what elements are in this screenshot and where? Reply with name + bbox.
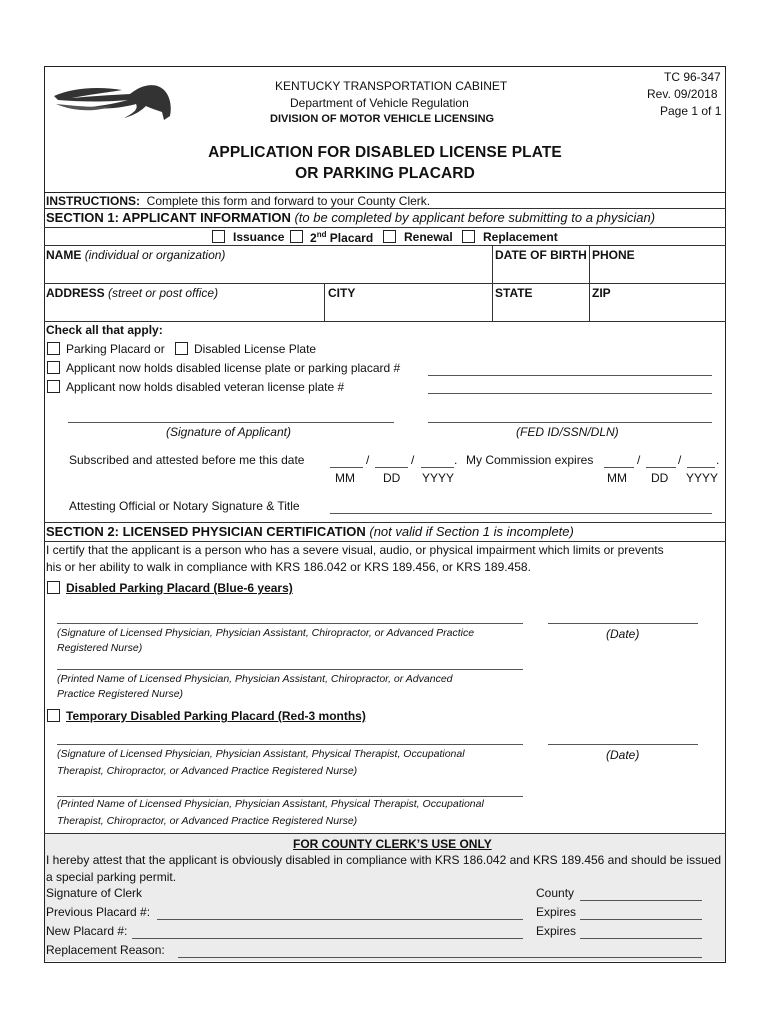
expires-label: Expires xyxy=(536,905,577,919)
disabled-plate-label: Disabled License Plate xyxy=(194,342,317,356)
holds-plate-checkbox[interactable] xyxy=(47,361,60,374)
date-slash: / xyxy=(678,453,682,467)
commission-yyyy-field[interactable] xyxy=(687,467,715,468)
divider xyxy=(44,227,726,228)
temp-physician-signature-field[interactable] xyxy=(57,744,523,745)
subscribed-label: Subscribed and attested before me this date xyxy=(69,453,305,467)
subscribed-dd-field[interactable] xyxy=(375,467,408,468)
issuance-label: Issuance xyxy=(233,230,285,244)
temp-physician-printed-name-field[interactable] xyxy=(57,796,523,797)
county-label: County xyxy=(536,886,575,900)
divider xyxy=(44,208,726,209)
zip-label: ZIP xyxy=(592,286,611,300)
physician-signature-caption-line2: Registered Nurse) xyxy=(57,642,143,654)
page-title-line2: OR PARKING PLACARD xyxy=(295,165,475,182)
physician-date-field[interactable] xyxy=(548,623,698,624)
divider xyxy=(44,321,726,322)
city-label: CITY xyxy=(328,286,356,300)
veteran-plate-number-field[interactable] xyxy=(428,393,712,394)
commission-dd-field[interactable] xyxy=(646,467,676,468)
issuance-checkbox[interactable] xyxy=(212,230,225,243)
department-name: Department of Vehicle Regulation xyxy=(290,96,469,110)
date-caption: (Date) xyxy=(606,748,640,762)
holds-veteran-checkbox[interactable] xyxy=(47,380,60,393)
new-placard-label: New Placard #: xyxy=(46,924,128,938)
yyyy-caption: YYYY xyxy=(422,471,455,485)
applicant-signature-field[interactable] xyxy=(68,422,394,423)
second-placard-checkbox[interactable] xyxy=(290,230,303,243)
replacement-reason-field[interactable] xyxy=(178,957,702,958)
agency-name: KENTUCKY TRANSPORTATION CABINET xyxy=(275,79,508,93)
fed-id-caption: (FED ID/SSN/DLN) xyxy=(516,425,619,439)
date-slash: / xyxy=(411,453,415,467)
subscribed-mm-field[interactable] xyxy=(330,467,363,468)
name-label: NAME (individual or organization) xyxy=(46,248,226,262)
page-title-line1: APPLICATION FOR DISABLED LICENSE PLATE xyxy=(208,144,562,161)
physician-signature-caption-line1: (Signature of Licensed Physician, Physician Assistant, Chiropractor, or Advanced Practice xyxy=(57,627,475,639)
clerk-section-title: FOR COUNTY CLERK’S USE ONLY xyxy=(293,837,492,851)
holds-veteran-label: Applicant now holds disabled veteran license plate # xyxy=(66,380,345,394)
divider xyxy=(44,522,726,523)
replacement-reason-label: Replacement Reason: xyxy=(46,943,165,957)
physician-printed-caption-line2: Practice Registered Nurse) xyxy=(57,688,184,700)
date-dot: . xyxy=(454,453,458,467)
previous-expires-field[interactable] xyxy=(580,919,702,920)
new-expires-field[interactable] xyxy=(580,938,702,939)
attesting-signature-field[interactable] xyxy=(330,513,712,514)
second-placard-label: 2nd Placard xyxy=(310,230,374,245)
divider xyxy=(44,245,726,246)
page-number: Page 1 of 1 xyxy=(660,104,722,118)
date-slash: / xyxy=(366,453,370,467)
holds-plate-number-field[interactable] xyxy=(428,375,712,376)
county-field[interactable] xyxy=(580,900,702,901)
yyyy-caption: YYYY xyxy=(686,471,719,485)
date-slash: / xyxy=(637,453,641,467)
mm-caption: MM xyxy=(607,471,627,485)
instructions: INSTRUCTIONS: Complete this form and forward to your County Clerk. xyxy=(46,194,431,208)
physician-signature-field[interactable] xyxy=(57,623,523,624)
parking-placard-label: Parking Placard or xyxy=(66,342,165,356)
parking-placard-checkbox[interactable] xyxy=(47,342,60,355)
date-dot: . xyxy=(716,453,720,467)
blue-placard-checkbox[interactable] xyxy=(47,581,60,594)
previous-placard-label: Previous Placard #: xyxy=(46,905,151,919)
address-label: ADDRESS (street or post office) xyxy=(46,286,219,300)
temp-physician-date-field[interactable] xyxy=(548,744,698,745)
dd-caption: DD xyxy=(651,471,669,485)
attesting-label: Attesting Official or Notary Signature & Title xyxy=(69,499,300,513)
clerk-attest-line1: I hereby attest that the applicant is obviously disabled in compliance with KRS 186.042 and KRS 189.456 and should be issued xyxy=(46,853,722,867)
date-caption: (Date) xyxy=(606,627,640,641)
expires-label: Expires xyxy=(536,924,577,938)
subscribed-yyyy-field[interactable] xyxy=(421,467,454,468)
form-number: TC 96-347 xyxy=(664,70,721,84)
applicant-signature-caption: (Signature of Applicant) xyxy=(166,425,291,439)
section2-heading: SECTION 2: LICENSED PHYSICIAN CERTIFICATION (not valid if Section 1 is incomplete) xyxy=(46,524,574,539)
red-placard-label: Temporary Disabled Parking Placard (Red-3 months) xyxy=(66,709,366,723)
new-placard-field[interactable] xyxy=(132,938,523,939)
commission-label: My Commission expires xyxy=(466,453,594,467)
temp-physician-signature-caption-line2: Therapist, Chiropractor, or Advanced Practice Registered Nurse) xyxy=(57,765,358,777)
dob-label: DATE OF BIRTH xyxy=(495,248,587,262)
physician-printed-name-field[interactable] xyxy=(57,669,523,670)
temp-physician-signature-caption-line1: (Signature of Licensed Physician, Physician Assistant, Physical Therapist, Occupational xyxy=(57,748,465,760)
dd-caption: DD xyxy=(383,471,401,485)
check-all-label: Check all that apply: xyxy=(46,323,163,337)
physician-printed-caption-line1: (Printed Name of Licensed Physician, Physician Assistant, Chiropractor, or Advanced xyxy=(57,673,453,685)
division-name: DIVISION OF MOTOR VEHICLE LICENSING xyxy=(270,113,495,125)
temp-physician-printed-caption-line2: Therapist, Chiropractor, or Advanced Practice Registered Nurse) xyxy=(57,815,358,827)
mm-caption: MM xyxy=(335,471,355,485)
holds-plate-label: Applicant now holds disabled license plate or parking placard # xyxy=(66,361,401,375)
certify-text-line1: I certify that the applicant is a person who has a severe visual, audio, or physical impairment which limits or prevents xyxy=(46,543,664,557)
divider xyxy=(324,283,325,321)
previous-placard-field[interactable] xyxy=(157,919,523,920)
blue-placard-label: Disabled Parking Placard (Blue-6 years) xyxy=(66,581,293,595)
renewal-checkbox[interactable] xyxy=(383,230,396,243)
temp-physician-printed-caption-line1: (Printed Name of Licensed Physician, Physician Assistant, Physical Therapist, Occupational xyxy=(57,798,484,810)
renewal-label: Renewal xyxy=(404,230,453,244)
divider xyxy=(44,192,726,193)
red-placard-checkbox[interactable] xyxy=(47,709,60,722)
divider xyxy=(44,541,726,542)
certify-text-line2: his or her ability to walk in compliance with KRS 186.042 or KRS 189.456, or KRS 189.458. xyxy=(46,560,531,574)
fed-id-field[interactable] xyxy=(428,422,712,423)
form-revision: Rev. 09/2018 xyxy=(647,87,718,101)
state-label: STATE xyxy=(495,286,533,300)
commission-mm-field[interactable] xyxy=(604,467,634,468)
clerk-signature-label: Signature of Clerk xyxy=(46,886,143,900)
replacement-checkbox[interactable] xyxy=(462,230,475,243)
divider xyxy=(44,283,726,284)
replacement-label: Replacement xyxy=(483,230,558,244)
horse-logo-icon xyxy=(52,80,174,124)
disabled-plate-checkbox[interactable] xyxy=(175,342,188,355)
phone-label: PHONE xyxy=(592,248,635,262)
clerk-attest-line2: a special parking permit. xyxy=(46,870,177,884)
divider xyxy=(44,833,726,834)
section1-heading: SECTION 1: APPLICANT INFORMATION (to be completed by applicant before submitting to a physician) xyxy=(46,210,656,225)
